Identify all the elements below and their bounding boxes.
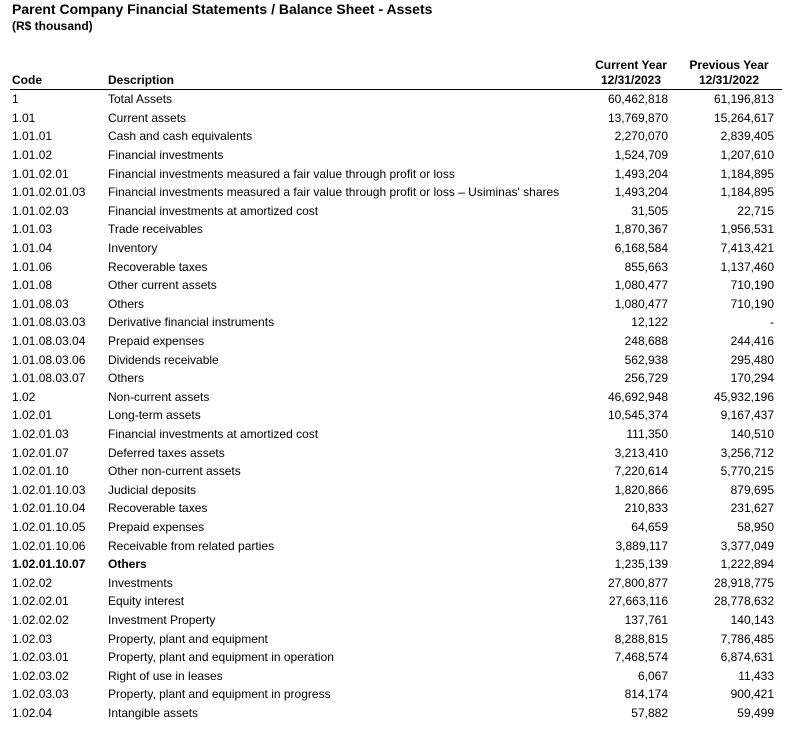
row-previous-year-value: 15,264,617	[713, 110, 774, 125]
row-code: 1.01.04	[12, 241, 53, 256]
row-current-year-value: 57,882	[631, 705, 668, 720]
row-current-year-value: 7,468,574	[614, 650, 668, 665]
table-row	[10, 406, 782, 425]
row-previous-year-value: 5,770,215	[720, 464, 774, 479]
row-description: Total Assets	[108, 92, 173, 107]
table-row	[10, 332, 782, 351]
row-description: Financial investments measured a fair value through profit or loss – Usiminas' shares	[108, 185, 560, 200]
row-code: 1.01.08.03.03	[12, 315, 86, 330]
row-description: Financial investments at amortized cost	[108, 426, 319, 441]
row-description: Current assets	[108, 110, 187, 125]
table-row	[10, 146, 782, 165]
row-current-year-value: 2,270,070	[614, 129, 668, 144]
table-row	[10, 202, 782, 221]
table-row	[10, 276, 782, 295]
row-description: Financial investments measured a fair value through profit or loss	[108, 166, 455, 181]
row-description: Others	[108, 557, 147, 572]
row-previous-year-value: 1,184,895	[720, 166, 774, 181]
table-row	[10, 536, 782, 555]
row-current-year-value: 855,663	[624, 259, 668, 274]
row-previous-year-value: 140,143	[730, 612, 774, 627]
description-column-header: Description	[106, 58, 586, 90]
row-previous-year-value: 170,294	[730, 371, 774, 386]
current-year-column-header	[586, 58, 676, 90]
row-previous-year-value: 295,480	[730, 352, 774, 367]
row-description: Other non-current assets	[108, 464, 241, 479]
row-description: Other current assets	[108, 278, 217, 293]
row-previous-year-value: 1,222,894	[720, 557, 774, 572]
row-code: 1.02	[12, 389, 36, 404]
row-current-year-value: 256,729	[624, 371, 668, 386]
row-current-year-value: 111,350	[626, 426, 668, 441]
row-previous-year-value: 61,196,813	[713, 92, 774, 107]
row-code: 1.02.02.02	[12, 612, 69, 627]
row-description: Derivative financial instruments	[108, 315, 275, 330]
row-description: Property, plant and equipment	[108, 631, 268, 646]
row-code: 1.02.01.10.04	[12, 501, 86, 516]
row-code: 1.02.01.10	[12, 464, 69, 479]
previous-year-label: Previous Year	[689, 58, 769, 72]
row-current-year-value: 1,493,204	[614, 166, 668, 181]
table-row	[10, 648, 782, 667]
row-previous-year-value: 244,416	[730, 334, 774, 349]
table-row	[10, 164, 782, 183]
current-year-label: Current Year	[595, 58, 667, 72]
row-previous-year-value: 710,190	[730, 296, 774, 311]
table-row	[10, 109, 782, 128]
row-current-year-value: 1,080,477	[614, 296, 668, 311]
row-code: 1.02.01.10.06	[12, 538, 86, 553]
row-current-year-value: 7,220,614	[614, 464, 668, 479]
table-row	[10, 295, 782, 314]
table-row	[10, 573, 782, 592]
table-row	[10, 499, 782, 518]
table-row	[10, 462, 782, 481]
table-row	[10, 611, 782, 630]
row-code: 1.01	[12, 110, 36, 125]
row-code: 1.01.02.01.03	[12, 185, 86, 200]
row-code: 1.02.04	[12, 705, 53, 720]
row-code: 1.01.08	[12, 278, 53, 293]
row-previous-year-value: 710,190	[730, 278, 774, 293]
row-code: 1.02.01.10.03	[12, 482, 86, 497]
row-previous-year-value: 22,715	[737, 203, 774, 218]
table-header-row	[10, 58, 782, 90]
row-description: Others	[108, 371, 145, 386]
row-description: Cash and cash equivalents	[108, 129, 253, 144]
row-previous-year-value: 7,786,485	[720, 631, 774, 646]
code-column-header: Code	[10, 58, 106, 90]
row-current-year-value: 1,235,139	[614, 557, 668, 572]
previous-year-date: 12/31/2022	[698, 73, 760, 87]
row-description: Prepaid expenses	[108, 519, 205, 534]
row-code: 1.01.08.03.04	[12, 334, 86, 349]
row-code: 1.01.08.03.06	[12, 352, 86, 367]
table-row	[10, 629, 782, 648]
row-current-year-value: 13,769,870	[607, 110, 668, 125]
row-description: Receivable from related parties	[108, 538, 275, 553]
row-current-year-value: 3,889,117	[615, 538, 668, 553]
table-row	[10, 685, 782, 704]
row-description: Long-term assets	[108, 408, 201, 423]
row-code: 1.02.02	[12, 575, 53, 590]
row-description: Non-current assets	[108, 389, 210, 404]
table-row	[10, 388, 782, 407]
row-current-year-value: 6,067	[637, 668, 668, 683]
row-previous-year-value: 879,695	[730, 482, 774, 497]
row-code: 1.02.01	[12, 408, 53, 423]
row-previous-year-value: 1,137,460	[720, 259, 774, 274]
row-previous-year-value: 1,207,610	[720, 148, 774, 163]
row-description: Prepaid expenses	[108, 334, 205, 349]
row-current-year-value: 1,820,866	[614, 482, 668, 497]
page-title: Parent Company Financial Statements / Balance Sheet - Assets	[12, 1, 433, 17]
row-current-year-value: 562,938	[624, 352, 668, 367]
table-body	[10, 90, 782, 723]
row-previous-year-value: 58,950	[737, 519, 774, 534]
row-current-year-value: 12,122	[631, 315, 668, 330]
row-code: 1.01.02.03	[12, 203, 69, 218]
table-row	[10, 90, 782, 109]
table-row	[10, 443, 782, 462]
row-code: 1.02.03.01	[12, 650, 69, 665]
row-previous-year-value: 6,874,631	[720, 650, 774, 665]
row-description: Investment Property	[108, 612, 216, 627]
row-code: 1.02.01.10.07	[12, 557, 86, 572]
row-description: Property, plant and equipment in operation	[108, 650, 334, 665]
row-description: Right of use in leases	[108, 668, 223, 683]
table-row	[10, 518, 782, 537]
row-current-year-value: 8,288,815	[614, 631, 668, 646]
row-code: 1.01.02.01	[12, 166, 69, 181]
table-row	[10, 350, 782, 369]
row-previous-year-value: 1,956,531	[720, 222, 774, 237]
row-description: Judicial deposits	[108, 482, 197, 497]
row-description: Property, plant and equipment in progress	[108, 687, 331, 702]
currency-unit-note: (R$ thousand)	[12, 19, 93, 33]
row-current-year-value: 64,659	[631, 519, 668, 534]
row-code: 1.02.01.10.05	[12, 519, 86, 534]
row-current-year-value: 814,174	[624, 687, 668, 702]
row-code: 1.02.02.01	[12, 594, 69, 609]
row-previous-year-value: 140,510	[730, 426, 774, 441]
row-description: Deferred taxes assets	[108, 445, 225, 460]
row-current-year-value: 10,545,374	[607, 408, 668, 423]
row-current-year-value: 3,213,410	[614, 445, 668, 460]
row-code: 1.02.03	[12, 631, 53, 646]
row-current-year-value: 1,080,477	[614, 278, 668, 293]
row-description: Recoverable taxes	[108, 501, 208, 516]
row-description: Trade receivables	[108, 222, 203, 237]
row-current-year-value: 1,493,204	[614, 185, 668, 200]
table-row	[10, 592, 782, 611]
table-row	[10, 704, 782, 723]
row-code: 1.01.08.03	[12, 296, 69, 311]
table-row	[10, 666, 782, 685]
table-row	[10, 555, 782, 574]
row-description: Financial investments at amortized cost	[108, 203, 319, 218]
row-description: Financial investments	[108, 148, 224, 163]
row-previous-year-value: 11,433	[738, 668, 774, 683]
row-previous-year-value: 2,839,405	[720, 129, 774, 144]
row-current-year-value: 248,688	[624, 334, 668, 349]
row-current-year-value: 27,800,877	[607, 575, 668, 590]
current-year-date: 12/31/2023	[600, 73, 662, 87]
row-previous-year-value: 231,627	[730, 501, 774, 516]
row-description: Equity interest	[108, 594, 185, 609]
row-current-year-value: 46,692,948	[607, 389, 668, 404]
table-row	[10, 425, 782, 444]
row-current-year-value: 27,663,116	[608, 594, 668, 609]
row-current-year-value: 210,833	[624, 501, 668, 516]
row-code: 1.01.02	[12, 148, 53, 163]
row-previous-year-value: 59,499	[737, 705, 774, 720]
table-row	[10, 183, 782, 202]
row-code: 1.02.01.03	[12, 426, 69, 441]
table-row	[10, 257, 782, 276]
row-current-year-value: 1,524,709	[614, 148, 668, 163]
row-previous-year-value: 1,184,895	[720, 185, 774, 200]
row-previous-year-value: 28,918,775	[713, 575, 774, 590]
row-description: Intangible assets	[108, 705, 199, 720]
row-code: 1.01.03	[12, 222, 53, 237]
table-row	[10, 369, 782, 388]
row-code: 1.02.03.03	[12, 687, 69, 702]
row-current-year-value: 31,505	[631, 203, 668, 218]
table-row	[10, 480, 782, 499]
row-previous-year-value: 9,167,437	[720, 408, 774, 423]
table-row	[10, 220, 782, 239]
row-code: 1.02.01.07	[12, 445, 69, 460]
row-code: 1.01.08.03.07	[12, 371, 86, 386]
table-row	[10, 127, 782, 146]
row-description: Investments	[108, 575, 173, 590]
row-description: Others	[108, 296, 145, 311]
row-description: Inventory	[108, 241, 158, 256]
row-current-year-value: 137,761	[624, 612, 668, 627]
row-previous-year-value: 28,778,632	[713, 594, 774, 609]
row-current-year-value: 6,168,584	[614, 241, 668, 256]
row-description: Dividends receivable	[108, 352, 219, 367]
row-previous-year-value: 3,377,049	[720, 538, 774, 553]
row-previous-year-value: 45,932,196	[713, 389, 774, 404]
row-previous-year-value: -	[770, 315, 774, 330]
row-code: 1	[12, 92, 19, 107]
table-row	[10, 239, 782, 258]
row-previous-year-value: 900,421	[730, 687, 774, 702]
row-code: 1.02.03.02	[12, 668, 69, 683]
row-code: 1.01.06	[12, 259, 53, 274]
previous-year-column-header	[676, 58, 782, 90]
row-previous-year-value: 7,413,421	[720, 241, 774, 256]
balance-sheet-table	[10, 58, 782, 722]
row-previous-year-value: 3,256,712	[720, 445, 774, 460]
row-current-year-value: 60,462,818	[607, 92, 668, 107]
row-current-year-value: 1,870,367	[614, 222, 668, 237]
row-description: Recoverable taxes	[108, 259, 208, 274]
row-code: 1.01.01	[12, 129, 53, 144]
table-row	[10, 313, 782, 332]
